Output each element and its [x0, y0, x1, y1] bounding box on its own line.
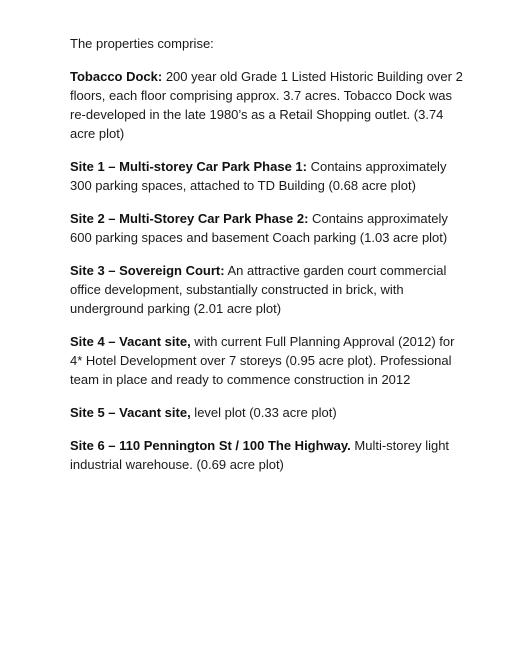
property-description: An attractive garden court commercial office development, substantially constructed in brick, with underground parking (2.01 acre plot)	[70, 263, 447, 316]
property-title: Site 2 – Multi-Storey Car Park Phase 2:	[70, 211, 309, 226]
property-title: Site 4 – Vacant site,	[70, 334, 191, 349]
property-title: Tobacco Dock:	[70, 69, 163, 84]
property-description: Multi-storey light industrial warehouse. (0.69 acre plot)	[70, 438, 450, 472]
property-site-5	[70, 403, 470, 422]
property-title: Site 3 – Sovereign Court:	[70, 263, 225, 278]
property-description: Contains approximately 300 parking spaces, attached to TD Building (0.68 acre plot)	[70, 159, 447, 193]
property-title: Site 1 – Multi-storey Car Park Phase 1:	[70, 159, 307, 174]
document-page	[70, 34, 470, 488]
property-description: Contains approximately 600 parking spaces and basement Coach parking (1.03 acre plot)	[70, 211, 448, 245]
intro-text: The properties comprise:	[70, 36, 214, 51]
property-title: Site 5 – Vacant site,	[70, 405, 191, 420]
property-site-3	[70, 261, 470, 318]
property-tobacco-dock	[70, 67, 470, 143]
property-site-4	[70, 332, 470, 389]
property-description: with current Full Planning Approval (2012) for 4* Hotel Development over 7 storeys (0.95 acre plot). Professional team in place and ready to commence construction in 2012	[70, 334, 455, 387]
property-site-1	[70, 157, 470, 195]
property-site-6	[70, 436, 470, 474]
property-site-2	[70, 209, 470, 247]
property-description: 200 year old Grade 1 Listed Historic Building over 2 floors, each floor comprising approx. 3.7 acres. Tobacco Dock was re-developed in the late 1980’s as a Retail Shopping outlet. (3.74 acre plot)	[70, 69, 463, 141]
property-description: level plot (0.33 acre plot)	[190, 405, 337, 420]
property-title: Site 6 – 110 Pennington St / 100 The Highway.	[70, 438, 351, 453]
